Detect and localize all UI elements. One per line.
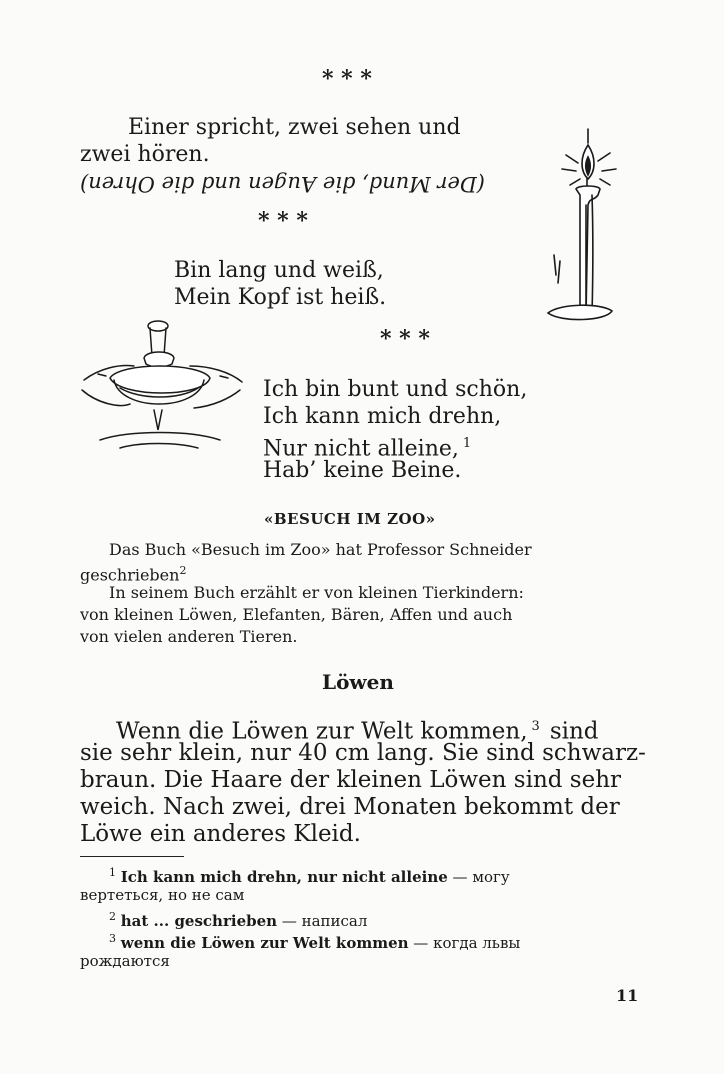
candle-illustration <box>540 125 620 325</box>
footnote-3-russian-a: — когда львы <box>413 934 521 952</box>
footnote-3-number: 3 <box>109 932 116 945</box>
footnote-ref-1[interactable]: 1 <box>462 436 472 451</box>
section-line-4: weich. Nach zwei, drei Monaten bekommt der <box>80 794 620 820</box>
footnote-divider <box>80 856 184 857</box>
spinning-top-illustration <box>80 318 250 458</box>
section-line-2: sie sehr klein, nur 40 cm lang. Sie sind schwarz- <box>80 740 646 766</box>
footnote-2-german: hat ... geschrieben <box>120 912 278 930</box>
book-p2-line-1: In seinem Buch erzählt er von kleinen Tierkindern: <box>109 583 524 602</box>
footnote-2-number: 2 <box>109 910 116 923</box>
section-title: Löwen <box>322 670 394 694</box>
footnote-1-number: 1 <box>109 866 116 879</box>
footnote-3-line-2: рождаются <box>80 952 170 970</box>
section-line-3: braun. Die Haare der kleinen Löwen sind sehr <box>80 767 622 793</box>
footnote-1-russian-a: — могу <box>452 868 510 886</box>
riddle-1-line-1: Einer spricht, zwei sehen und <box>128 115 461 140</box>
section-line-1: Wenn die Löwen zur Welt kommen, $^3$ sind <box>116 718 599 745</box>
book-p1-line-1: Das Buch «Besuch im Zoo» hat Professor Schneider <box>109 540 532 559</box>
footnote-3-line-1 <box>109 928 520 954</box>
footnote-ref-2[interactable]: 2 <box>179 564 187 577</box>
book-title-heading: «BESUCH IM ZOO» <box>264 510 436 528</box>
book-p2-line-3: von vielen anderen Tieren. <box>80 627 298 646</box>
footnote-1-line-2: вертеться, но не сам <box>80 886 245 904</box>
riddle-2-line-2: Mein Kopf ist heiß. <box>174 285 387 310</box>
riddle-3-line-3: Nur nicht alleine, $^1$ <box>263 436 472 462</box>
book-p1-line-2: geschrieben$^2$ <box>80 564 187 585</box>
page-number: 11 <box>616 986 639 1005</box>
riddle-1-line-2: zwei hören. <box>80 142 210 167</box>
separator-stars-3: * * * <box>380 326 430 352</box>
riddle-3-line-2: Ich kann mich drehn, <box>263 404 502 429</box>
riddle-2-line-1: Bin lang und weiß, <box>174 258 384 283</box>
footnote-1-german: Ich kann mich drehn, nur nicht alleine <box>120 868 448 886</box>
book-p2-line-2: von kleinen Löwen, Elefanten, Bären, Affen und auch <box>80 605 513 624</box>
riddle-3-line-4: Hab’ keine Beine. <box>263 458 462 483</box>
section-line-5: Löwe ein anderes Kleid. <box>80 821 361 847</box>
separator-stars-1: * * * <box>322 66 372 92</box>
footnote-3-german: wenn die Löwen zur Welt kommen <box>120 934 409 952</box>
separator-stars-2: * * * <box>258 208 308 234</box>
riddle-1-answer-inverted: (Der Mund, die Augen und die Ohren) <box>80 172 485 196</box>
footnote-2-russian: — написал <box>281 912 368 930</box>
riddle-3-line-1: Ich bin bunt und schön, <box>263 377 528 402</box>
footnote-ref-3[interactable]: 3 <box>531 719 540 734</box>
